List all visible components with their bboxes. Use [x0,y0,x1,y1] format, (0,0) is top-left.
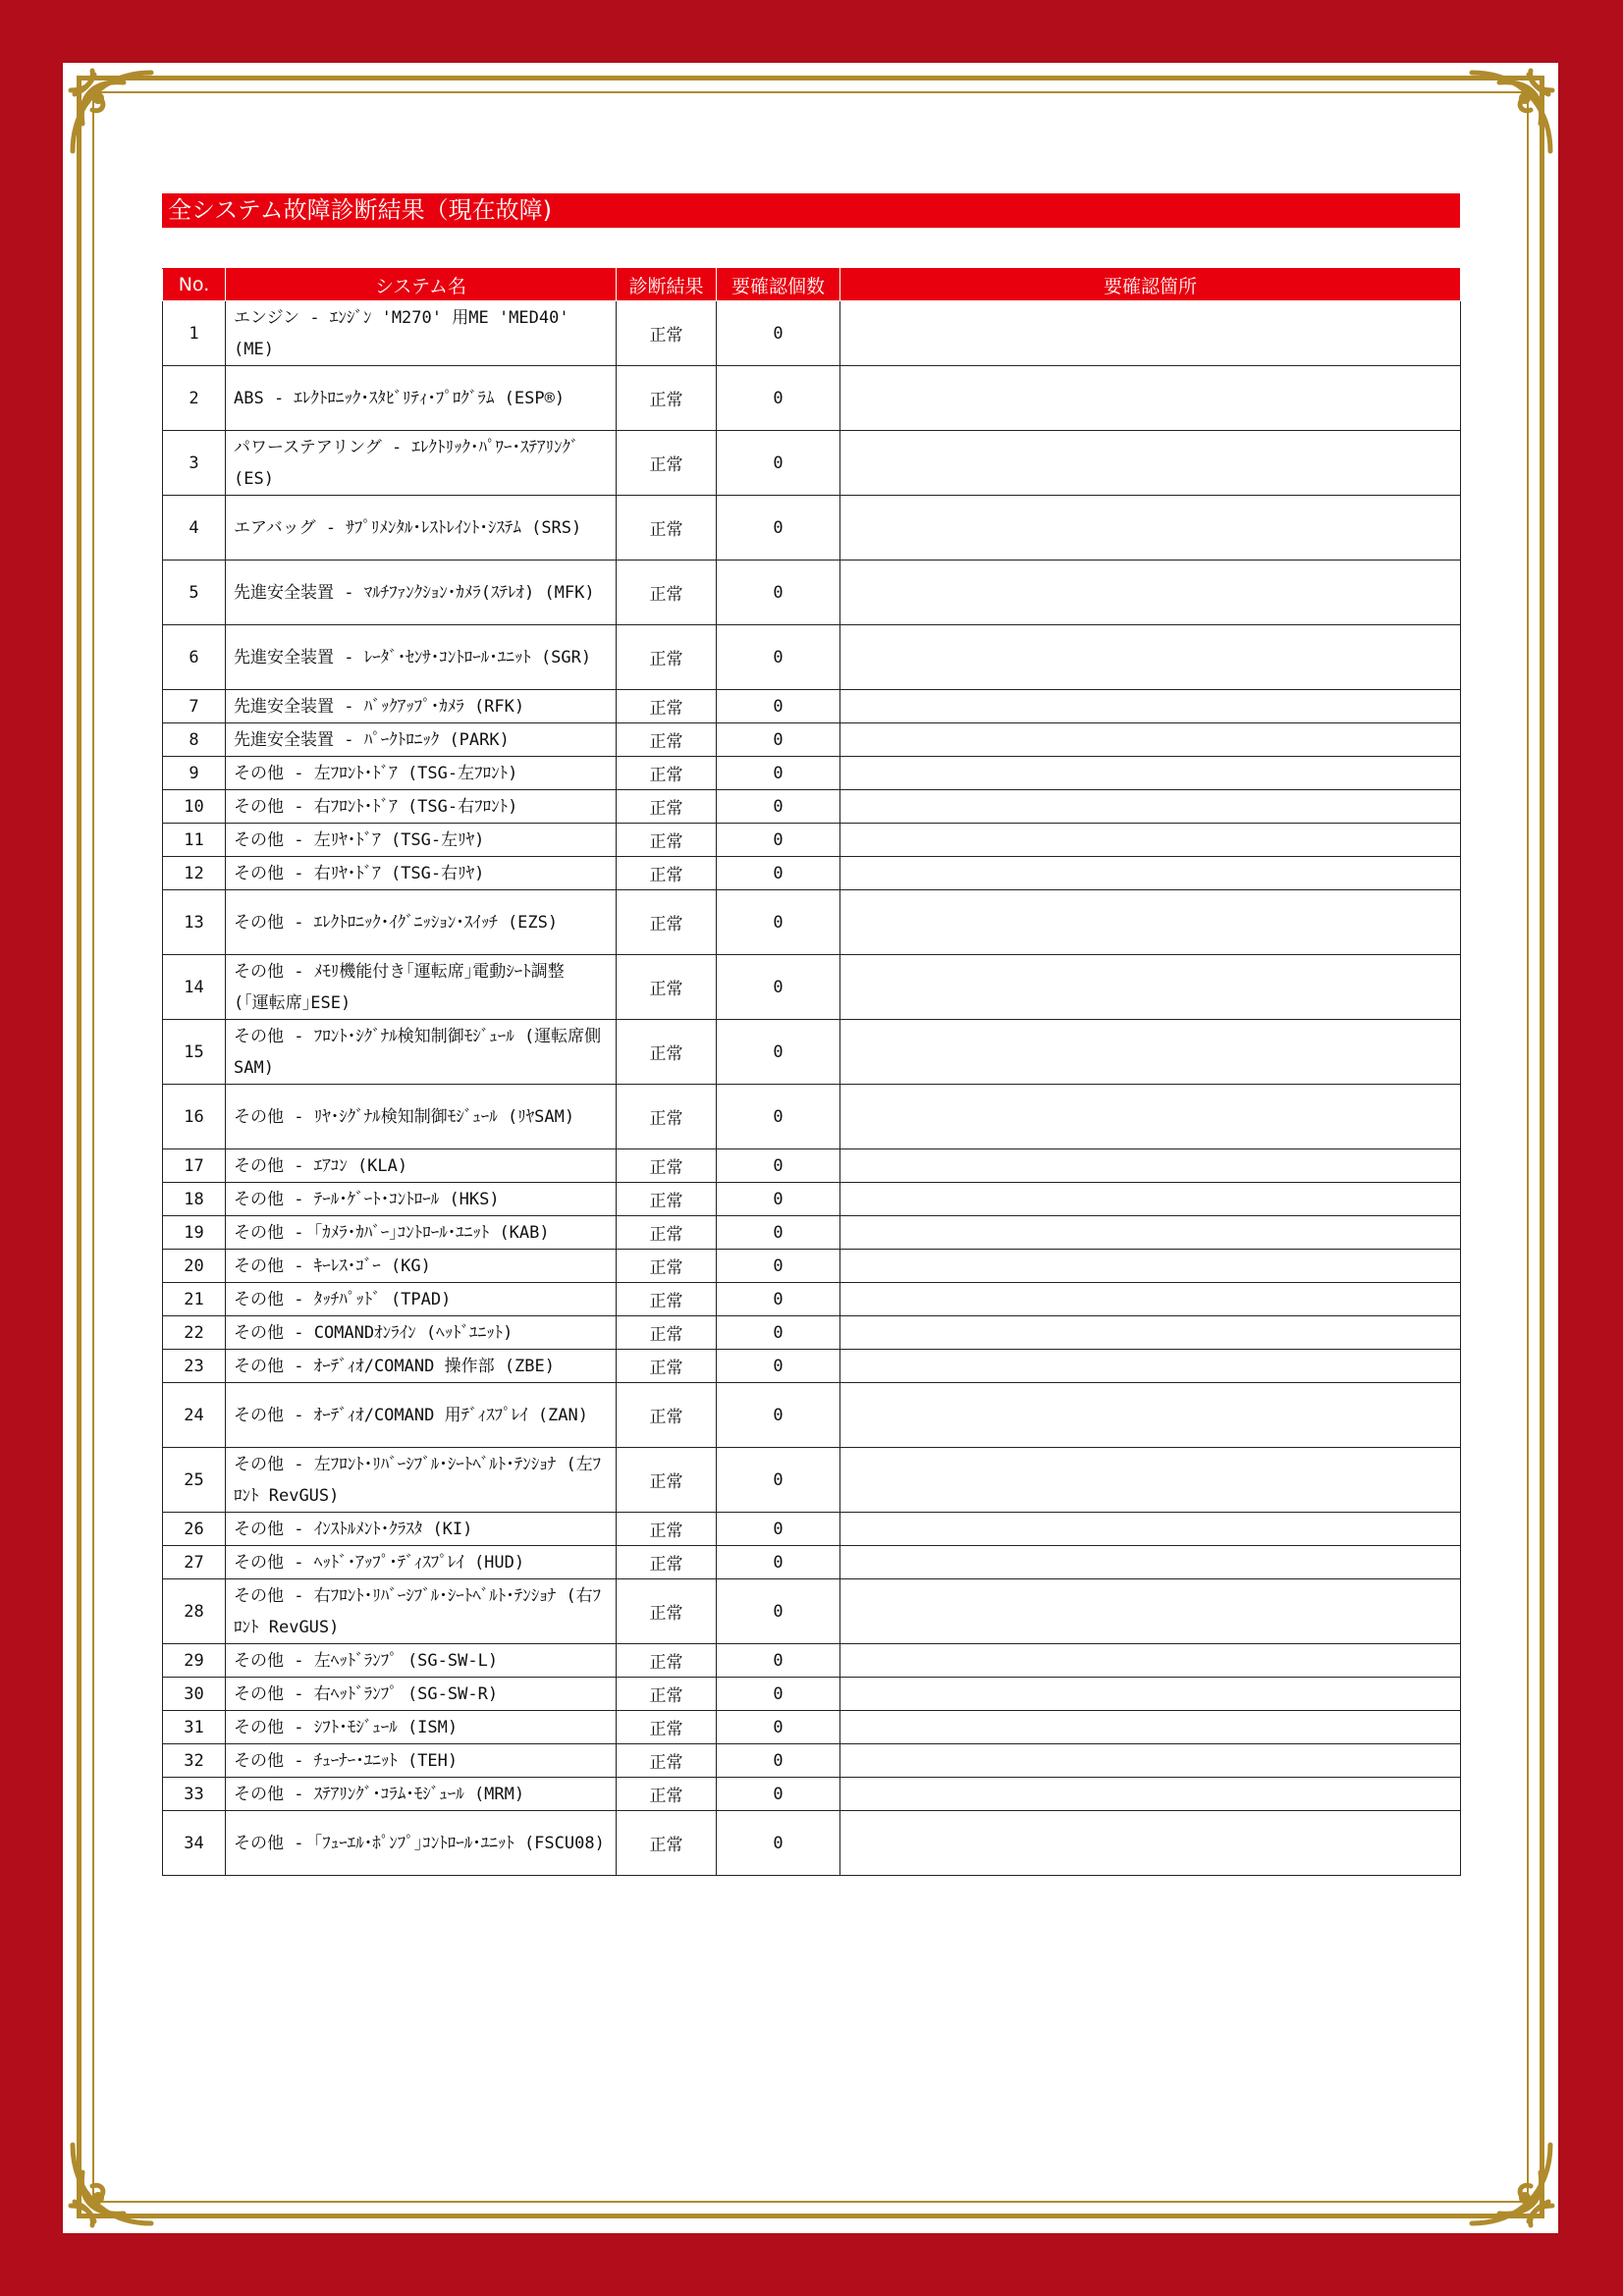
check-count: 0 [717,496,840,561]
system-name: その他 - COMANDｵﾝﾗｲﾝ (ﾍｯﾄﾞﾕﾆｯﾄ) [226,1316,617,1350]
row-number: 10 [163,790,226,824]
diagnosis-result: 正常 [617,1383,717,1448]
check-location [840,1283,1461,1316]
system-name: エアバッグ - ｻﾌﾟﾘﾒﾝﾀﾙ･ﾚｽﾄﾚｲﾝﾄ･ｼｽﾃﾑ (SRS) [226,496,617,561]
diagnosis-result: 正常 [617,1085,717,1149]
diagnosis-result: 正常 [617,496,717,561]
table-row [163,1183,1461,1216]
row-number: 31 [163,1711,226,1744]
row-number: 25 [163,1448,226,1513]
check-count: 0 [717,955,840,1020]
table-row [163,561,1461,625]
row-number: 6 [163,625,226,690]
check-location [840,1316,1461,1350]
check-count: 0 [717,625,840,690]
diagnosis-result: 正常 [617,1811,717,1876]
table-row [163,1744,1461,1778]
check-location [840,561,1461,625]
system-name: その他 - 右ﾌﾛﾝﾄ･ﾄﾞｱ (TSG-右ﾌﾛﾝﾄ) [226,790,617,824]
check-location [840,790,1461,824]
check-count: 0 [717,561,840,625]
check-count: 0 [717,1149,840,1183]
column-header-result: 診断結果 [617,269,717,301]
table-row [163,1350,1461,1383]
check-count: 0 [717,824,840,857]
check-location [840,1711,1461,1744]
table-row [163,1250,1461,1283]
table-row [163,723,1461,757]
check-count: 0 [717,690,840,723]
diagnosis-result: 正常 [617,561,717,625]
table-row [163,1383,1461,1448]
system-name: 先進安全装置 - ﾊﾞｯｸｱｯﾌﾟ･ｶﾒﾗ (RFK) [226,690,617,723]
row-number: 26 [163,1513,226,1546]
check-location [840,1579,1461,1644]
system-name: その他 - ﾌﾛﾝﾄ･ｼｸﾞﾅﾙ検知制御ﾓｼﾞｭｰﾙ (運転席側SAM) [226,1020,617,1085]
diagnosis-result: 正常 [617,824,717,857]
check-count: 0 [717,1778,840,1811]
system-name: その他 - ｷｰﾚｽ･ｺﾞｰ (KG) [226,1250,617,1283]
check-count: 0 [717,1678,840,1711]
check-location [840,757,1461,790]
check-count: 0 [717,1513,840,1546]
page-title: 全システム故障診断結果（現在故障) [162,193,1460,228]
table-row [163,1579,1461,1644]
check-count: 0 [717,1579,840,1644]
row-number: 19 [163,1216,226,1250]
check-location [840,1448,1461,1513]
row-number: 24 [163,1383,226,1448]
check-count: 0 [717,723,840,757]
check-location [840,1149,1461,1183]
system-name: ABS - ｴﾚｸﾄﾛﾆｯｸ･ｽﾀﾋﾞﾘﾃｨ･ﾌﾟﾛｸﾞﾗﾑ (ESP®) [226,366,617,431]
check-count: 0 [717,1316,840,1350]
table-row [163,757,1461,790]
row-number: 20 [163,1250,226,1283]
system-name: その他 - ﾀｯﾁﾊﾟｯﾄﾞ (TPAD) [226,1283,617,1316]
diagnosis-table [162,268,1461,1876]
check-location [840,431,1461,496]
table-row [163,496,1461,561]
diagnosis-result: 正常 [617,431,717,496]
diagnosis-result: 正常 [617,1283,717,1316]
corner-ornament-icon [1464,2137,1558,2231]
system-name: その他 - 右ﾍｯﾄﾞﾗﾝﾌﾟ (SG-SW-R) [226,1678,617,1711]
check-count: 0 [717,301,840,366]
check-count: 0 [717,857,840,890]
row-number: 28 [163,1579,226,1644]
system-name: その他 - 右ﾌﾛﾝﾄ･ﾘﾊﾞｰｼﾌﾞﾙ･ｼｰﾄﾍﾞﾙﾄ･ﾃﾝｼｮﾅ (右ﾌﾛﾝﾄ RevGUS) [226,1579,617,1644]
diagnosis-result: 正常 [617,690,717,723]
row-number: 4 [163,496,226,561]
column-header-check-count: 要確認個数 [717,269,840,301]
row-number: 1 [163,301,226,366]
diagnosis-result: 正常 [617,301,717,366]
row-number: 8 [163,723,226,757]
table-row [163,625,1461,690]
check-location [840,955,1461,1020]
row-number: 21 [163,1283,226,1316]
system-name: その他 - ｴﾚｸﾄﾛﾆｯｸ･ｲｸﾞﾆｯｼｮﾝ･ｽｲｯﾁ (EZS) [226,890,617,955]
system-name: その他 - ｢ﾌｭｰｴﾙ･ﾎﾟﾝﾌﾟ｣ｺﾝﾄﾛｰﾙ･ﾕﾆｯﾄ (FSCU08) [226,1811,617,1876]
check-count: 0 [717,1283,840,1316]
row-number: 9 [163,757,226,790]
system-name: その他 - 右ﾘﾔ･ﾄﾞｱ (TSG-右ﾘﾔ) [226,857,617,890]
diagnosis-result: 正常 [617,1216,717,1250]
check-count: 0 [717,1744,840,1778]
table-row [163,301,1461,366]
diagnosis-result: 正常 [617,1250,717,1283]
diagnosis-result: 正常 [617,1020,717,1085]
check-count: 0 [717,366,840,431]
row-number: 5 [163,561,226,625]
table-row [163,431,1461,496]
table-row [163,1546,1461,1579]
row-number: 13 [163,890,226,955]
row-number: 15 [163,1020,226,1085]
system-name: その他 - ｴｱｺﾝ (KLA) [226,1149,617,1183]
table-row [163,366,1461,431]
row-number: 17 [163,1149,226,1183]
check-location [840,1778,1461,1811]
check-count: 0 [717,757,840,790]
check-count: 0 [717,890,840,955]
system-name: その他 - ｵｰﾃﾞｨｵ/COMAND 操作部 (ZBE) [226,1350,617,1383]
check-location [840,301,1461,366]
system-name: その他 - ｼﾌﾄ･ﾓｼﾞｭｰﾙ (ISM) [226,1711,617,1744]
check-location [840,1811,1461,1876]
diagnosis-result: 正常 [617,955,717,1020]
diagnosis-result: 正常 [617,757,717,790]
diagnosis-result: 正常 [617,723,717,757]
diagnosis-result: 正常 [617,1448,717,1513]
check-location [840,1744,1461,1778]
check-location [840,625,1461,690]
row-number: 3 [163,431,226,496]
table-row [163,1283,1461,1316]
check-count: 0 [717,1546,840,1579]
system-name: その他 - 左ﾌﾛﾝﾄ･ﾄﾞｱ (TSG-左ﾌﾛﾝﾄ) [226,757,617,790]
diagnosis-result: 正常 [617,625,717,690]
diagnosis-result: 正常 [617,1778,717,1811]
system-name: その他 - ｽﾃｱﾘﾝｸﾞ･ｺﾗﾑ･ﾓｼﾞｭｰﾙ (MRM) [226,1778,617,1811]
system-name: その他 - ﾍｯﾄﾞ･ｱｯﾌﾟ･ﾃﾞｨｽﾌﾟﾚｲ (HUD) [226,1546,617,1579]
check-count: 0 [717,790,840,824]
check-count: 0 [717,1216,840,1250]
diagnosis-result: 正常 [617,857,717,890]
row-number: 29 [163,1644,226,1678]
diagnosis-result: 正常 [617,1579,717,1644]
table-row [163,1513,1461,1546]
row-number: 33 [163,1778,226,1811]
table-row [163,1644,1461,1678]
system-name: その他 - ﾒﾓﾘ機能付き｢運転席｣電動ｼｰﾄ調整 (｢運転席｣ESE) [226,955,617,1020]
diagnosis-result: 正常 [617,1149,717,1183]
check-count: 0 [717,431,840,496]
check-count: 0 [717,1711,840,1744]
system-name: その他 - 左ﾘﾔ･ﾄﾞｱ (TSG-左ﾘﾔ) [226,824,617,857]
system-name: 先進安全装置 - ﾏﾙﾁﾌｧﾝｸｼｮﾝ･ｶﾒﾗ(ｽﾃﾚｵ) (MFK) [226,561,617,625]
check-count: 0 [717,1085,840,1149]
diagnosis-result: 正常 [617,1546,717,1579]
row-number: 7 [163,690,226,723]
table-row [163,1216,1461,1250]
column-header-no: No. [163,269,226,301]
table-row [163,824,1461,857]
system-name: その他 - ﾃｰﾙ･ｹﾞｰﾄ･ｺﾝﾄﾛｰﾙ (HKS) [226,1183,617,1216]
column-header-system-name: システム名 [226,269,617,301]
check-location [840,1183,1461,1216]
check-count: 0 [717,1644,840,1678]
row-number: 23 [163,1350,226,1383]
table-body [163,301,1461,1876]
corner-ornament-icon [65,65,159,159]
diagnosis-result: 正常 [617,890,717,955]
system-name: その他 - 左ﾌﾛﾝﾄ･ﾘﾊﾞｰｼﾌﾞﾙ･ｼｰﾄﾍﾞﾙﾄ･ﾃﾝｼｮﾅ (左ﾌﾛﾝﾄ RevGUS) [226,1448,617,1513]
diagnosis-result: 正常 [617,1316,717,1350]
diagnosis-result: 正常 [617,1678,717,1711]
diagnosis-result: 正常 [617,1513,717,1546]
table-row [163,690,1461,723]
row-number: 30 [163,1678,226,1711]
check-count: 0 [717,1020,840,1085]
row-number: 34 [163,1811,226,1876]
table-row [163,857,1461,890]
row-number: 14 [163,955,226,1020]
table-row [163,1711,1461,1744]
check-location [840,690,1461,723]
system-name: 先進安全装置 - ﾊﾟｰｸﾄﾛﾆｯｸ (PARK) [226,723,617,757]
check-location [840,824,1461,857]
check-count: 0 [717,1250,840,1283]
diagnosis-result: 正常 [617,1711,717,1744]
table-row [163,1678,1461,1711]
system-name: その他 - ｢ｶﾒﾗ･ｶﾊﾞｰ｣ｺﾝﾄﾛｰﾙ･ﾕﾆｯﾄ (KAB) [226,1216,617,1250]
check-count: 0 [717,1448,840,1513]
diagnosis-result: 正常 [617,790,717,824]
diagnosis-result: 正常 [617,1183,717,1216]
table-row [163,890,1461,955]
check-location [840,1546,1461,1579]
check-location [840,1085,1461,1149]
row-number: 16 [163,1085,226,1149]
system-name: その他 - ﾁｭｰﾅｰ･ﾕﾆｯﾄ (TEH) [226,1744,617,1778]
check-location [840,496,1461,561]
system-name: パワーステアリング - ｴﾚｸﾄﾘｯｸ･ﾊﾟﾜｰ･ｽﾃｱﾘﾝｸﾞ (ES) [226,431,617,496]
check-location [840,1250,1461,1283]
check-location [840,1678,1461,1711]
system-name: その他 - 左ﾍｯﾄﾞﾗﾝﾌﾟ (SG-SW-L) [226,1644,617,1678]
check-location [840,723,1461,757]
check-count: 0 [717,1350,840,1383]
row-number: 12 [163,857,226,890]
table-row [163,1020,1461,1085]
row-number: 27 [163,1546,226,1579]
system-name: その他 - ｲﾝｽﾄﾙﾒﾝﾄ･ｸﾗｽﾀ (KI) [226,1513,617,1546]
table-row [163,1085,1461,1149]
row-number: 2 [163,366,226,431]
row-number: 11 [163,824,226,857]
table-row [163,1811,1461,1876]
diagnosis-result: 正常 [617,366,717,431]
check-location [840,890,1461,955]
check-location [840,1513,1461,1546]
table-row [163,955,1461,1020]
row-number: 18 [163,1183,226,1216]
system-name: その他 - ﾘﾔ･ｼｸﾞﾅﾙ検知制御ﾓｼﾞｭｰﾙ (ﾘﾔSAM) [226,1085,617,1149]
check-location [840,1216,1461,1250]
column-header-check-location: 要確認箇所 [840,269,1461,301]
table-row [163,1448,1461,1513]
diagnosis-result: 正常 [617,1744,717,1778]
table-row [163,1778,1461,1811]
check-location [840,857,1461,890]
system-name: エンジン - ｴﾝｼﾞﾝ 'M270' 用ME 'MED40' (ME) [226,301,617,366]
table-row [163,1149,1461,1183]
table-row [163,790,1461,824]
table-header-row [163,269,1461,301]
check-location [840,1383,1461,1448]
check-count: 0 [717,1811,840,1876]
check-location [840,366,1461,431]
row-number: 22 [163,1316,226,1350]
table-row [163,1316,1461,1350]
check-location [840,1350,1461,1383]
corner-ornament-icon [1464,65,1558,159]
check-count: 0 [717,1383,840,1448]
diagnosis-result: 正常 [617,1644,717,1678]
system-name: その他 - ｵｰﾃﾞｨｵ/COMAND 用ﾃﾞｨｽﾌﾟﾚｲ (ZAN) [226,1383,617,1448]
row-number: 32 [163,1744,226,1778]
diagnosis-result: 正常 [617,1350,717,1383]
check-location [840,1020,1461,1085]
check-location [840,1644,1461,1678]
corner-ornament-icon [65,2137,159,2231]
check-count: 0 [717,1183,840,1216]
system-name: 先進安全装置 - ﾚｰﾀﾞ･ｾﾝｻ･ｺﾝﾄﾛｰﾙ･ﾕﾆｯﾄ (SGR) [226,625,617,690]
